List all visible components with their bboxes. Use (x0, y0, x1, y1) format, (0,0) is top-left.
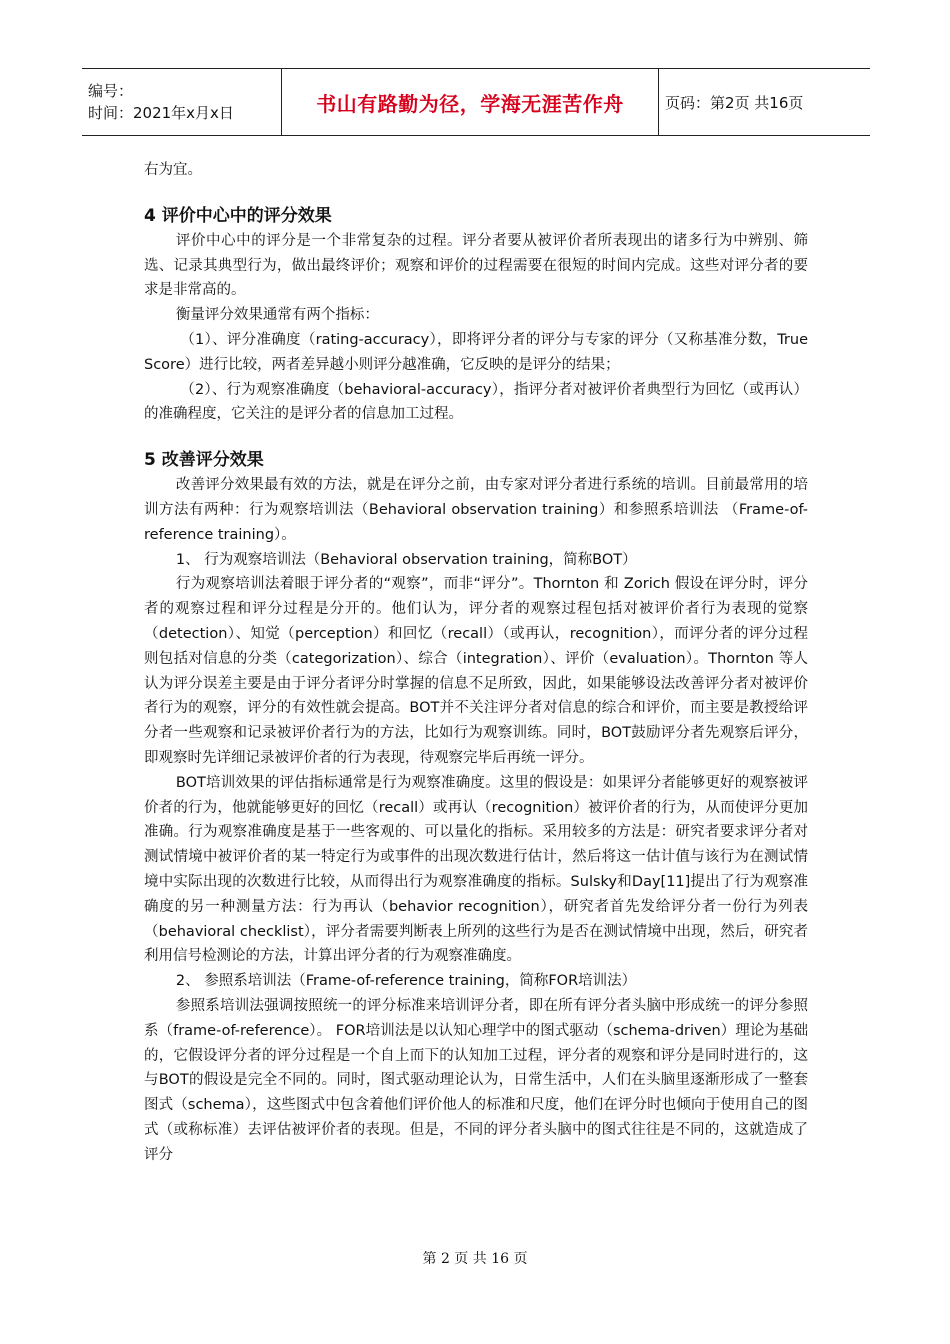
header-number-label: 编号： (88, 82, 134, 100)
section-5-paragraph-bot-2: BOT培训效果的评估指标通常是行为观察准确度。这里的假设是：如果评分者能够更好的观察被评价者的行为，他就能够更好的回忆（recall）或再认（recognition）被评价者的行为，从而使评分更加准确。行为观察准确度是基于一些客观的、可以量化的指标。采用较多的方法是：研究者要求评分者对测试情境中被评价者的某一特定行为或事件的出现次数进行估计，然后将这一估计值与该行为在测试情境中实际出现的次数进行比较，从而得出行为观察准确度的指标。Sulsky和Day[11]提出了行为观察准确度的另一种测量方法：行为再认（behavior recognition），研究者首先发给评分者一份行为列表（behavioral checklist），评分者需要判断表上所列的这些行为是否在测试情境中出现，然后，研究者利用信号检测论的方法，计算出评分者的行为观察准确度。 (144, 774, 808, 965)
section-5-paragraph-1: 改善评分效果最有效的方法，就是在评分之前，由专家对评分者进行系统的培训。目前最常用的培训方法有两种：行为观察培训法（Behavioral observation training）和参照系培训法 （Frame-of-reference training）。 (144, 477, 808, 543)
header-time-label: 时间：2021年x月x日 (88, 104, 234, 122)
section-4-paragraph-1: 评价中心中的评分是一个非常复杂的过程。评分者要从被评价者所表现出的诸多行为中辨别、筛选、记录其典型行为，做出最终评价；观察和评价的过程需要在很短的时间内完成。这些对评分者的要求是非常高的。 (144, 232, 808, 299)
header-meta (82, 69, 282, 135)
section-4-paragraph-2: 衡量评分效果通常有两个指标： (175, 307, 379, 324)
header-motto: 书山有路勤为径，学海无涯苦作舟 (316, 91, 624, 116)
section-5-paragraph-bot-1: 行为观察培训法着眼于评分者的“观察”，而非“评分”。Thornton 和 Zorich 假设在评分时，评分者的观察过程和评分过程是分开的。他们认为，评分者的观察过程包括对被评价者行为表现的觉察（detection）、知觉（perception）和回忆（recall）（或再认，recognition），而评分者的评分过程则包括对信息的分类（categorization）、综合（integration）、评价（evaluation）。Thornton 等人认为评分误差主要是由于评分者评分时掌握的信息不足所致，因此，如果能够设法改善评分者对被评价者行为的观察，评分的有效性就会提高。BOT并不关注评分者对信息的综合和评价，而主要是教授给评分者一些观察和记录被评价者行为的方法，比如行为观察训练。同时，BOT鼓励评分者先观察后评分，即观察时先详细记录被评价者的行为表现，待观察完毕后再统一评分。 (144, 576, 808, 766)
section-5-subheading-bot: 1、 行为观察培训法（Behavioral observation training，简称BOT） (175, 551, 637, 568)
header-page-info-cell (659, 69, 870, 135)
page-header (82, 68, 870, 136)
section-4-item-2: （2）、行为观察准确度（behavioral-accuracy），指评分者对被评价者典型行为回忆（或再认）的准确程度，它关注的是评分者的信息加工过程。 (144, 381, 808, 423)
header-page-info: 页码：第2页 共16页 (665, 93, 804, 112)
document-body (144, 158, 808, 1167)
section-4-heading: 4 评价中心中的评分效果 (144, 205, 332, 226)
section-5-heading: 5 改善评分效果 (144, 450, 264, 471)
header-motto-cell (282, 69, 659, 135)
section-5-paragraph-for: 参照系培训法强调按照统一的评分标准来培训评分者，即在所有评分者头脑中形成统一的评分参照系（frame-of-reference）。 FOR培训法是以认知心理学中的图式驱动（schema-driven）理论为基础的，它假设评分者的评分过程是一个自上而下的认知加工过程，评分者的观察和评分是同时进行的，这与BOT的假设是完全不同的。同时，图式驱动理论认为，日常生活中，人们在头脑里逐渐形成了一整套图式（schema），这些图式中包含着他们评价他人的标准和尺度，他们在评分时也倾向于使用自己的图式（或称标准）去评估被评价者的表现。但是，不同的评分者头脑中的图式往往是不同的，这就造成了评分 (144, 997, 808, 1163)
section-4-item-1: （1）、评分准确度（rating-accuracy），即将评分者的评分与专家的评分（又称基准分数，True Score）进行比较，两者差异越小则评分越准确，它反映的是评分的结果； (144, 331, 808, 373)
intro-text: 右为宜。 (144, 162, 202, 178)
section-5-subheading-for: 2、 参照系培训法（Frame-of-reference training，简称FOR培训法） (175, 973, 637, 990)
page-footer: 第 2 页 共 16 页 (422, 1251, 528, 1267)
